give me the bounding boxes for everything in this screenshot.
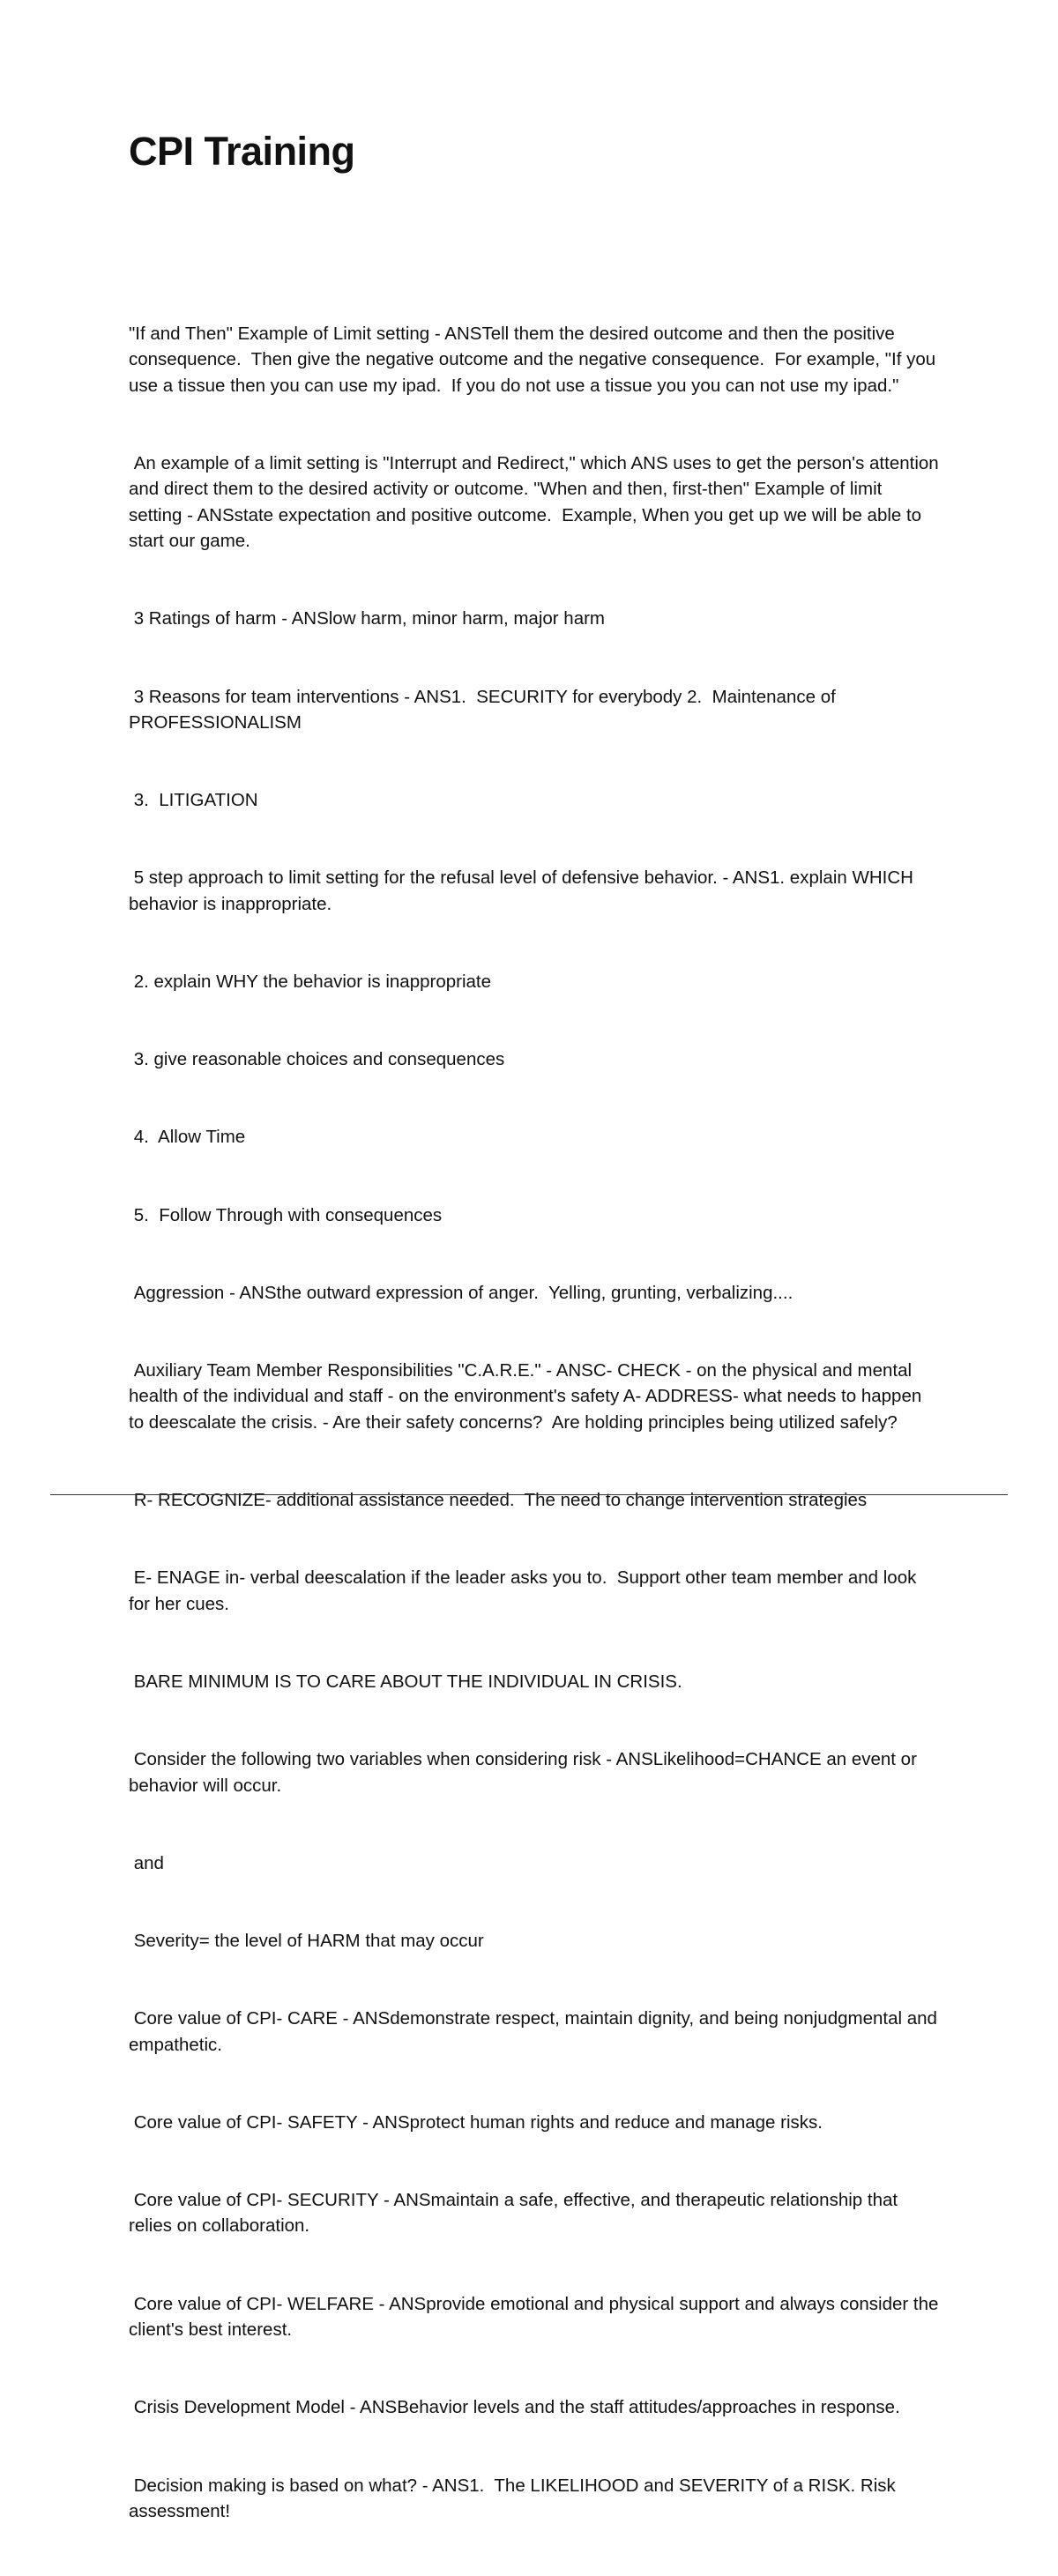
paragraph: 3. give reasonable choices and consequences (129, 1049, 505, 1070)
paragraph: Severity= the level of HARM that may occur (129, 1931, 484, 1951)
paragraph: 5. Follow Through with consequences (129, 1204, 443, 1225)
paragraph: Core value of CPI- SAFETY - ANSprotect human rights and reduce and manage risks. (129, 2111, 823, 2133)
paragraph: and (129, 1852, 164, 1873)
paragraph: E- ENAGE in- verbal deescalation if the leader asks you to. Support other team member and look for her cues. (129, 1567, 922, 1614)
paragraph: Decision making is based on what? - ANS1. The LIKELIHOOD and SEVERITY of a RISK. Risk assessment! (129, 2475, 901, 2521)
footer-divider (50, 1494, 1008, 1495)
document-body (129, 269, 944, 2576)
paragraph: R- RECOGNIZE- additional assistance needed. The need to change intervention strategies (129, 1490, 868, 1511)
paragraph: 3 Ratings of harm - ANSlow harm, minor harm, major harm (129, 608, 606, 629)
paragraph: 4. Allow Time (129, 1127, 246, 1148)
paragraph: Auxiliary Team Member Responsibilities "C.A.R.E." - ANSC- CHECK - on the physical and mental health of the individual and staff - on the environment's safety A- ADDRESS- what needs to happen to deescalate the crisis. - Are their safety concerns? Are holding principles being utilized safely? (129, 1360, 927, 1433)
paragraph: BARE MINIMUM IS TO CARE ABOUT THE INDIVIDUAL IN CRISIS. (129, 1671, 682, 1692)
paragraph: Consider the following two variables when considering risk - ANSLikelihood=CHANCE an event or behavior will occur. (129, 1749, 922, 1796)
paragraph: Crisis Development Model - ANSBehavior levels and the staff attitudes/approaches in response. (129, 2397, 900, 2418)
paragraph: 3. LITIGATION (129, 790, 258, 811)
paragraph: "If and Then" Example of Limit setting - ANSTell them the desired outcome and then the positive consequence. Then give the negative outcome and the negative consequence. For example, "If you use a tissue then you can use my ipad. If you do not use a tissue you you can not use my ipad." (129, 323, 941, 396)
paragraph: Core value of CPI- CARE - ANSdemonstrate respect, maintain dignity, and being nonjudgmental and empathetic. (129, 2008, 943, 2055)
paragraph: 2. explain WHY the behavior is inappropriate (129, 971, 491, 992)
paragraph: 3 Reasons for team interventions - ANS1. SECURITY for everybody 2. Maintenance of PROFESSIONALISM (129, 686, 841, 733)
paragraph: Aggression - ANSthe outward expression of anger. Yelling, grunting, verbalizing.... (129, 1282, 794, 1303)
paragraph: Core value of CPI- WELFARE - ANSprovide emotional and physical support and always consider the client's best interest. (129, 2293, 944, 2341)
paragraph: Core value of CPI- SECURITY - ANSmaintain a safe, effective, and therapeutic relationship that relies on collaboration. (129, 2190, 903, 2237)
paragraph: 5 step approach to limit setting for the refusal level of defensive behavior. - ANS1. explain WHICH behavior is inappropriate. (129, 867, 919, 914)
paragraph: An example of a limit setting is "Interrupt and Redirect," which ANS uses to get the person's attention and direct them to the desired activity or outcome. "When and then, first-then" Example of limit setting - ANSstate expectation and positive outcome. Example, When you get up we will be able to start our game. (129, 452, 944, 552)
page-title: CPI Training (129, 129, 355, 174)
